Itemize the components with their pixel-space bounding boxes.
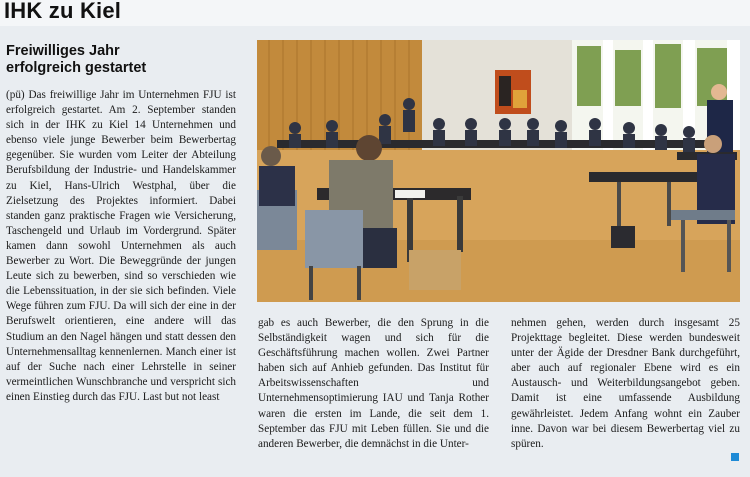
column-3-text: nehmen gehen, werden durch insgesamt 25 Projekttage begleitet. Diese werden bundesweit unter der Ägide der Dresdner Bank durchgeführt, aber auch auf regionaler Ebene wird es ein Austausch- und Weiterbildungsangebot geben. Damit ist eine umfassende Ausbildung gewährleistet. Jedem Anfang wohnt ein Zauber inne. Davon war bei diesem Bewerbertag viel zu spüren. <box>511 317 740 450</box>
article-column-2 <box>258 316 489 452</box>
event-photo <box>257 40 740 302</box>
headline-line-2: erfolgreich gestartet <box>6 60 147 76</box>
article-end-marker <box>731 453 739 461</box>
column-1-text: (pü) Das freiwillige Jahr im Unternehmen FJU ist erfolgreich gestartet. Am 2. September standen sich in der IHK zu Kiel 14 Unternehmen und ebenso viele junge Bewerber beim Bewerbertag gegenüber. Sie wurden vom Leiter der Abteilung Berufsbildung der Industrie- und Handelskammer zu Kiel, Hans-Ulrich Westphal, über die Zielsetzung des Projektes informiert. Dabei standen ganz praktische Fragen wie Versicherung, Taschengeld und Urlaub im Vordergrund. Später kamen dann sowohl Unternehmen als auch Bewerber zu Wort. Die Beweggründe der jungen Leute sich zu bewerben, sind so verschieden wie die Lebenssituation, in der sie sich befinden. Viele Wege führen zum FJU. Da will sich der eine in der Berufswelt orientieren, eine andere will das Studium an den Nagel hängen und statt dessen den Unternehmensalltag kennenlernen. Manch einer ist auf der Suche nach einer Lehrstelle in seiner vermeintlichen Wunschbranche und verspricht sich einen Einstieg durch das FJU. Last but not least <box>6 89 236 403</box>
article-column-1 <box>6 88 236 405</box>
headline-line-1: Freiwilliges Jahr <box>6 43 120 59</box>
masthead <box>0 0 750 26</box>
publication-title: IHK zu Kiel <box>4 0 122 23</box>
article-column-3 <box>511 316 740 452</box>
column-2-text: gab es auch Bewerber, die den Sprung in die Selbständigkeit wagen und sich für die Geschäftsführung machen wollen. Zwei Partner haben sich auf Anhieb gefunden. Das Institut für Arbeitswissenschaften und Unternehmensoptimierung IAU und Tanja Rother waren die ersten im Lande, die seit dem 1. September das FJU mit Leben füllen. Sie und die anderen Bewerber, die demnächst in die Unter- <box>258 317 489 450</box>
article-headline <box>6 43 146 77</box>
